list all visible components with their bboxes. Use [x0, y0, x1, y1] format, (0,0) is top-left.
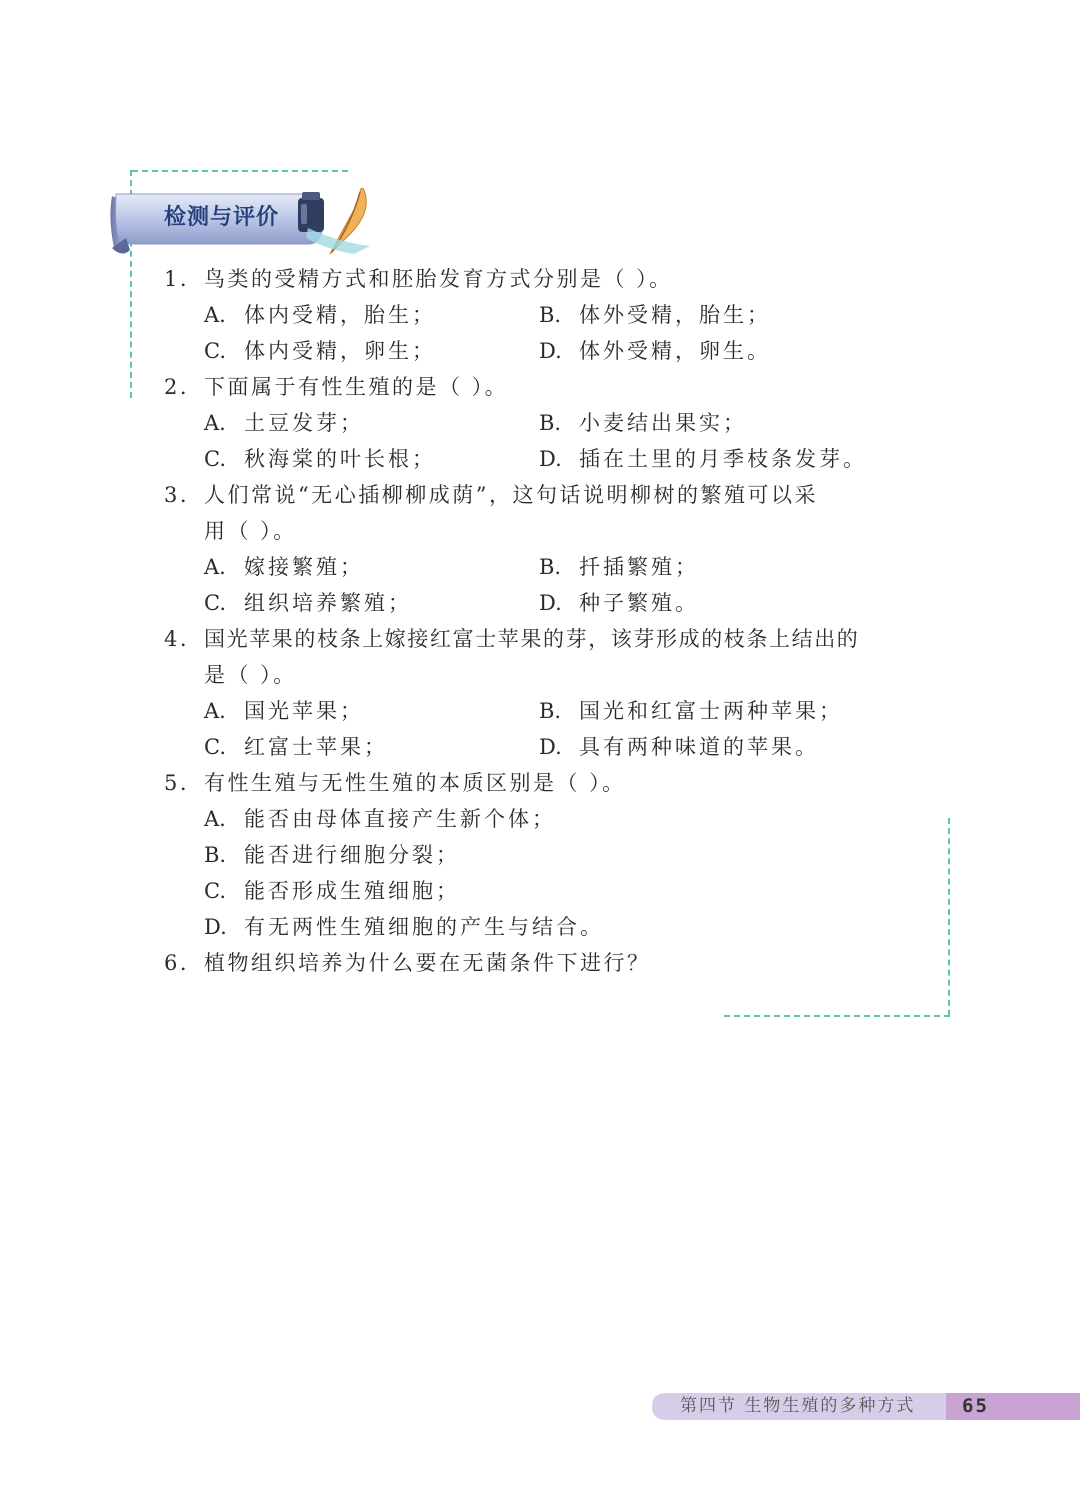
option-4b[interactable]: B. 国光和红富士两种苹果；	[539, 699, 843, 723]
question-text: 国光苹果的枝条上嫁接红富士苹果的芽，该芽形成的枝条上结出的	[204, 627, 860, 651]
question-number: 5.	[164, 771, 190, 795]
question-number: 2.	[164, 375, 190, 399]
option-1c[interactable]: C. 体内受精，卵生；	[204, 339, 436, 363]
option-3d[interactable]: D. 种子繁殖。	[539, 591, 699, 615]
question-number: 1.	[164, 267, 190, 291]
option-4a[interactable]: A. 国光苹果；	[204, 699, 364, 723]
frame-top-border	[132, 170, 348, 172]
option-5b[interactable]: B. 能否进行细胞分裂；	[204, 843, 460, 867]
option-2a[interactable]: A. 土豆发芽；	[204, 411, 364, 435]
question-text: 植物组织培养为什么要在无菌条件下进行？	[204, 951, 651, 975]
section-title: 检测与评价	[164, 205, 280, 230]
option-3c[interactable]: C. 组织培养繁殖；	[204, 591, 412, 615]
option-5a[interactable]: A. 能否由母体直接产生新个体；	[204, 807, 556, 831]
question-text: 下面属于有性生殖的是（ ）。	[204, 375, 509, 399]
page-number: 65	[962, 1395, 989, 1417]
option-5c[interactable]: C. 能否形成生殖细胞；	[204, 879, 460, 903]
question-text-line-2: 用（ ）。	[204, 519, 297, 543]
option-2b[interactable]: B. 小麦结出果实；	[539, 411, 747, 435]
question-text: 人们常说“无心插柳柳成荫”，这句话说明柳树的繁殖可以采	[204, 483, 818, 507]
option-1d[interactable]: D. 体外受精，卵生。	[539, 339, 771, 363]
option-2d[interactable]: D. 插在土里的月季枝条发芽。	[539, 447, 867, 471]
option-1a[interactable]: A. 体内受精，胎生；	[204, 303, 436, 327]
question-number: 4.	[164, 627, 190, 651]
option-1b[interactable]: B. 体外受精，胎生；	[539, 303, 771, 327]
question-text: 有性生殖与无性生殖的本质区别是（ ）。	[204, 771, 626, 795]
chapter-section-label: 第四节 生物生殖的多种方式	[680, 1396, 916, 1416]
question-text-line-2: 是（ ）。	[204, 663, 297, 687]
option-3a[interactable]: A. 嫁接繁殖；	[204, 555, 364, 579]
option-4d[interactable]: D. 具有两种味道的苹果。	[539, 735, 819, 759]
question-text: 鸟类的受精方式和胚胎发育方式分别是（ ）。	[204, 267, 673, 291]
question-number: 3.	[164, 483, 190, 507]
option-5d[interactable]: D. 有无两性生殖细胞的产生与结合。	[204, 915, 604, 939]
frame-right-border	[948, 818, 950, 1016]
option-2c[interactable]: C. 秋海棠的叶长根；	[204, 447, 436, 471]
question-number: 6.	[164, 951, 190, 975]
option-3b[interactable]: B. 扦插繁殖；	[539, 555, 699, 579]
option-4c[interactable]: C. 红富士苹果；	[204, 735, 388, 759]
frame-bottom-border	[724, 1015, 950, 1017]
